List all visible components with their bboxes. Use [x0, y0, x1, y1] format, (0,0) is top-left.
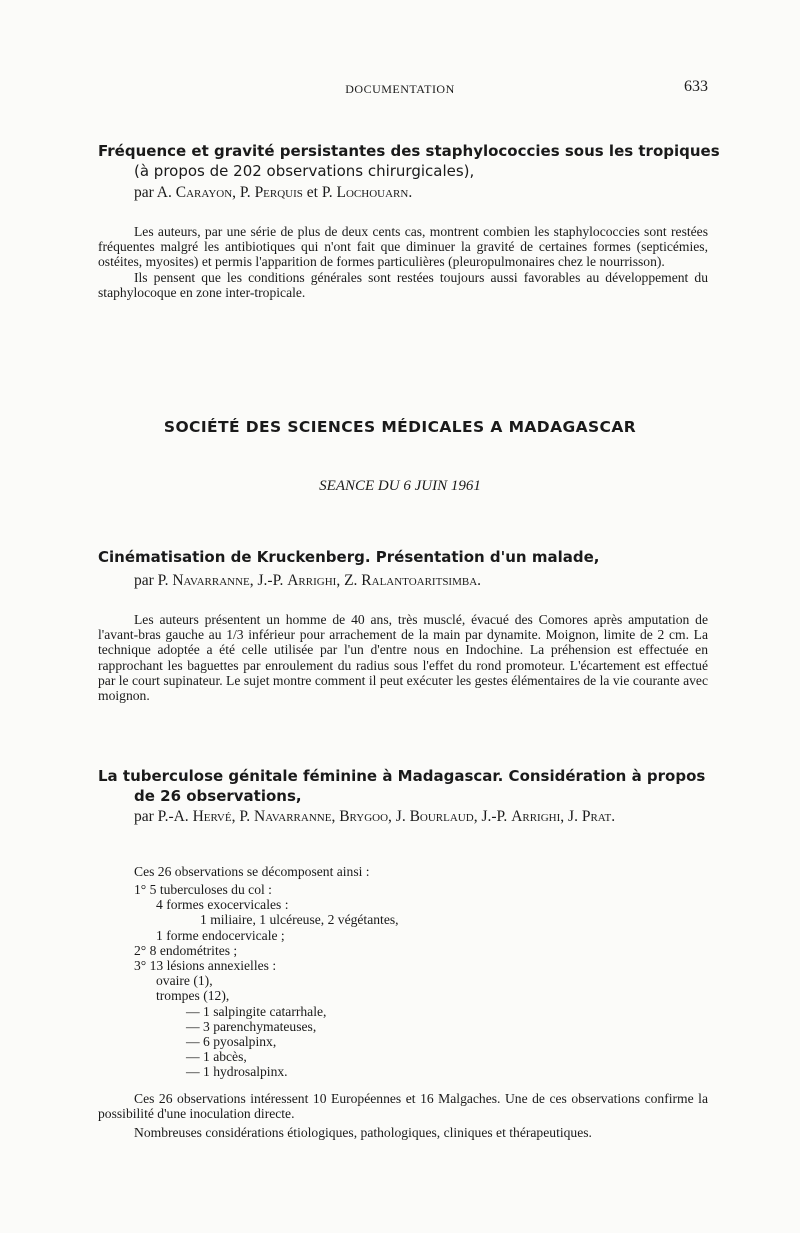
author-name: Navarranne — [254, 808, 332, 825]
author-name: Perquis — [254, 184, 303, 201]
article3-paragraph: Ces 26 observations intéressent 10 Européennes et 16 Malgaches. Une de ces observations confirme la possibilité d'une inoculation directe. — [98, 1091, 708, 1122]
author-sep: et P. — [306, 184, 333, 201]
article3-body — [98, 1091, 708, 1141]
list-item: 1° 5 tuberculoses du col : — [134, 882, 272, 897]
author-sep: , — [331, 808, 336, 825]
list-item: — 3 parenchymateuses, — [186, 1018, 317, 1034]
article1-title-line1: Fréquence et gravité persistantes des staphylococcies sous les tropiques — [98, 142, 720, 160]
list-item: 1 forme endocervicale ; — [156, 927, 285, 943]
author-sep: . — [611, 808, 616, 825]
list-item: trompes (12), — [156, 988, 230, 1004]
list-item: 4 formes exocervicales : — [156, 897, 289, 913]
list-item: — 1 hydrosalpinx. — [186, 1064, 288, 1080]
article2-paragraph: Les auteurs présentent un homme de 40 ans, très musclé, évacué des Comores après amputation de l'avant-bras gauche au 1/3 inférieur pour arrachement de la main par dynamite. Moignon, limite de 2 cm. La technique adoptée a été celle utilisée par l'un d'entre nous en Indochine. La préhension est effectuée en rapprochant les baguettes par enroulement du radius sous l'effet du rond promoteur. L'écartement est effectué par le court supinateur. Le sujet montre comment il peut exécuter les gestes élémentaires de la vie courante avec moignon. — [98, 612, 708, 704]
author-sep: , — [560, 808, 565, 825]
author-name: Carayon — [175, 184, 233, 201]
article3-paragraph: Nombreuses considérations étiologiques, pathologiques, cliniques et thérapeutiques. — [134, 1125, 592, 1141]
article1-paragraph: Les auteurs, par une série de plus de deux cents cas, montrent combien les staphylococcies sont restées fréquentes malgré les antibiotiques qui n'ont fait que diminuer la gravité de certaines formes (septicémies, ostéites, myosites) et permis l'apparition de formes particulières (pleuropulmonaires chez le nourrisson). — [98, 224, 708, 270]
list-item: ovaire (1), — [156, 973, 213, 989]
author-sep: , J. — [388, 808, 406, 825]
list-item: 3° 13 lésions annexielles : — [134, 958, 277, 974]
running-header: DOCUMENTATION — [345, 82, 455, 96]
list-item: 1 miliaire, 1 ulcéreuse, 2 végétantes, — [200, 912, 399, 928]
article1-title-line2: (à propos de 202 observations chirurgicales), — [134, 162, 475, 180]
article1-title — [98, 141, 718, 181]
session-date: SEANCE DU 6 JUIN 1961 — [319, 478, 481, 494]
article2-title: Cinématisation de Kruckenberg. Présentation d'un malade, — [98, 548, 600, 566]
author-sep: . — [477, 572, 482, 589]
author-name: Bourlaud — [409, 808, 474, 825]
list-item: — 6 pyosalpinx, — [186, 1034, 277, 1050]
page-number: 633 — [684, 78, 708, 95]
author-name: Arrighi — [287, 572, 337, 589]
author-sep: , J.-P. — [473, 808, 508, 825]
article1-body — [98, 224, 708, 300]
article3-list — [134, 882, 399, 1080]
author-name: Navarranne — [172, 572, 250, 589]
author-sep: , Z. — [336, 572, 358, 589]
author-prefix: par P.-A. — [134, 808, 189, 825]
list-item: 2° 8 endométrites ; — [134, 942, 238, 958]
author-sep: , P. — [232, 184, 251, 201]
author-name: Ralantoaritsimba — [361, 572, 478, 589]
society-heading: SOCIÉTÉ DES SCIENCES MÉDICALES A MADAGASCAR — [163, 418, 637, 436]
article3-intro: Ces 26 observations se décomposent ainsi : — [134, 864, 370, 879]
author-prefix: par A. — [134, 184, 172, 201]
article2-authors — [134, 571, 481, 591]
author-sep: , J.-P. — [249, 572, 284, 589]
author-prefix: par P. — [134, 572, 169, 589]
list-item: — 1 abcès, — [186, 1049, 247, 1065]
author-sep: , P. — [231, 808, 251, 825]
author-name: Prat — [581, 808, 612, 825]
list-item: — 1 salpingite catarrhale, — [186, 1003, 327, 1019]
author-name: Hervé — [192, 808, 232, 825]
author-name: Arrighi — [511, 808, 561, 825]
author-sep: . — [408, 184, 413, 201]
article3-title-line2: de 26 observations, — [134, 787, 302, 805]
article3-title — [98, 766, 718, 806]
article3-authors — [134, 807, 714, 827]
article1-authors — [134, 183, 412, 203]
author-sep: J. — [568, 808, 578, 825]
author-name: Lochouarn — [336, 184, 409, 201]
author-name: Brygoo — [339, 808, 389, 825]
article1-paragraph: Ils pensent que les conditions générales sont restées toujours aussi favorables au développement du staphylocoque en zone inter-tropicale. — [98, 269, 708, 300]
article2-body — [98, 612, 708, 703]
article3-title-line1: La tuberculose génitale féminine à Madagascar. Considération à propos — [98, 767, 706, 785]
